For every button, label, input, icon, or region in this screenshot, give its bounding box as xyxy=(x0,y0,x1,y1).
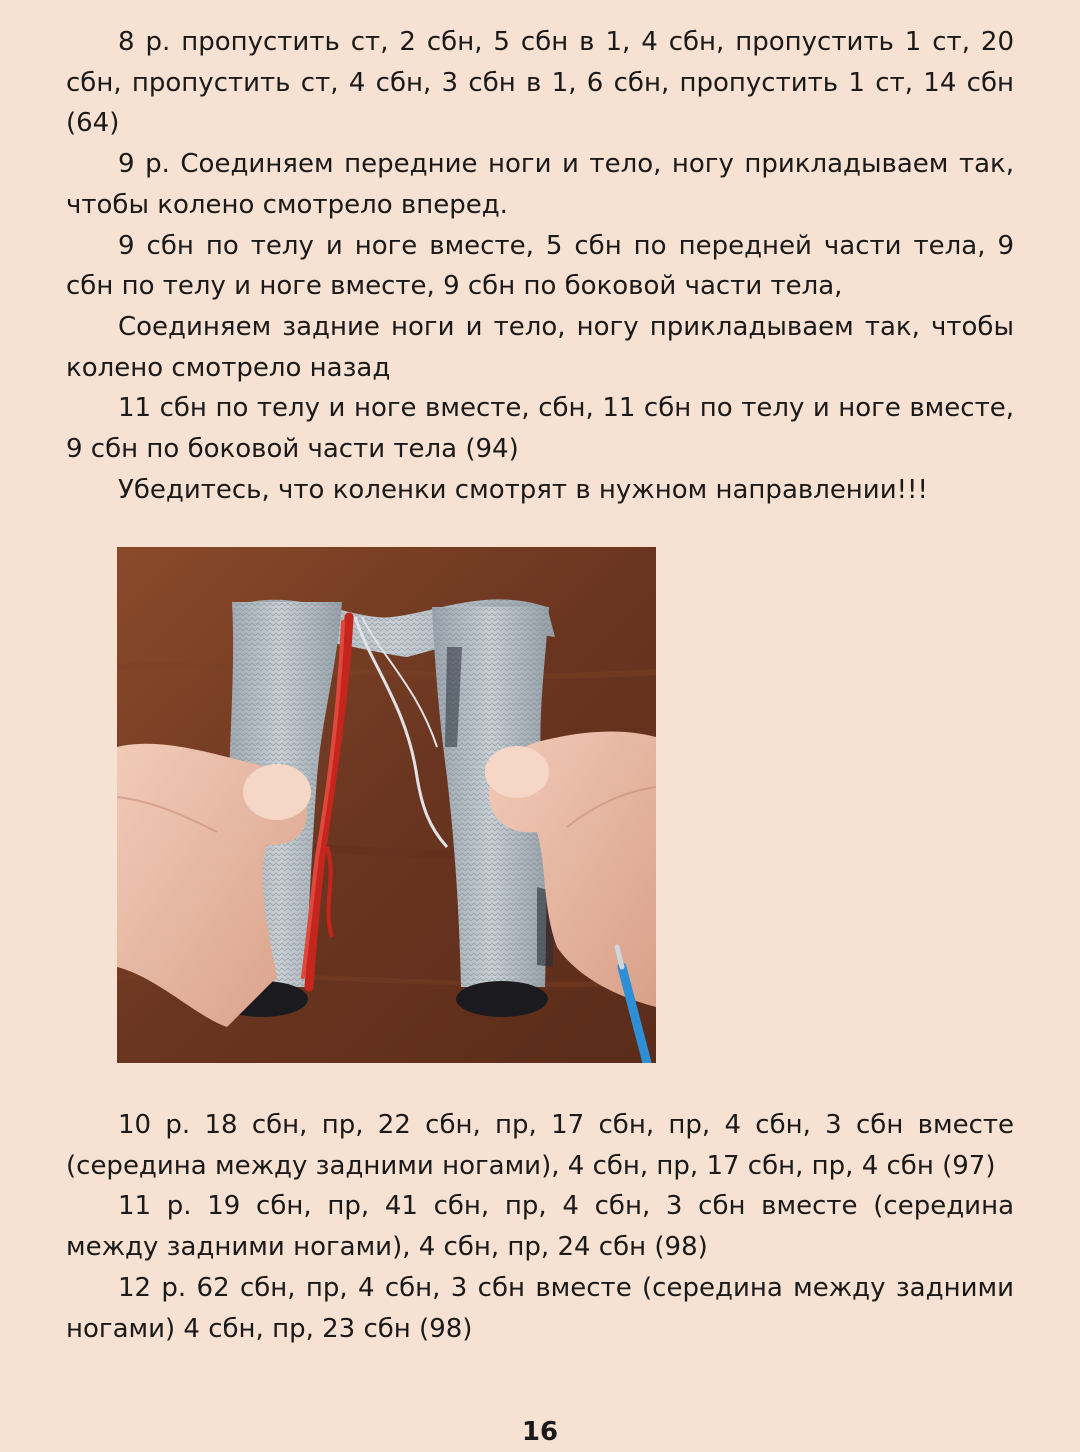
paragraph-row-12: 12 р. 62 сбн, пр, 4 сбн, 3 сбн вместе (середина между задними ногами) 4 сбн, пр, 23 сбн (98) xyxy=(66,1272,1014,1344)
paragraph-row-9-back: 11 сбн по телу и ноге вместе, сбн, 11 сбн по телу и ноге вместе, 9 сбн по боковой части тела (94) xyxy=(66,393,1014,465)
paragraph-row-9-front: 9 сбн по телу и ноге вместе, 5 сбн по передней части тела, 9 сбн по телу и ноге вместе, 9 сбн по боковой части тела, xyxy=(66,230,1014,302)
paragraph-row-8: 8 р. пропустить ст, 2 сбн, 5 сбн в 1, 4 сбн, пропустить 1 ст, 20 сбн, пропустить ст, 4 сбн, 3 сбн в 1, 6 сбн, пропустить 1 ст, 14 сбн (64) xyxy=(66,27,1014,139)
instructions-top xyxy=(66,22,1014,510)
page-number: 16 xyxy=(521,1417,559,1447)
paragraph-row-11: 11 р. 19 сбн, пр, 41 сбн, пр, 4 сбн, 3 сбн вместе (середина между задними ногами), 4 сбн, пр, 24 сбн (98) xyxy=(66,1191,1014,1263)
instructions-bottom xyxy=(66,1105,1014,1349)
crochet-legs-photo xyxy=(117,547,656,1063)
paragraph-row-9-back-intro: Соединяем задние ноги и тело, ногу прикладываем так, чтобы колено смотрело назад xyxy=(66,311,1014,383)
paragraph-warning: Убедитесь, что коленки смотрят в нужном направлении!!! xyxy=(118,474,928,505)
paragraph-row-10: 10 р. 18 сбн, пр, 22 сбн, пр, 17 сбн, пр, 4 сбн, 3 сбн вместе (середина между задними ногами), 4 сбн, пр, 17 сбн, пр, 4 сбн (97) xyxy=(66,1110,1014,1181)
paragraph-row-9-intro: 9 р. Соединяем передние ноги и тело, ногу прикладываем так, чтобы колено смотрело вперед. xyxy=(66,149,1014,220)
